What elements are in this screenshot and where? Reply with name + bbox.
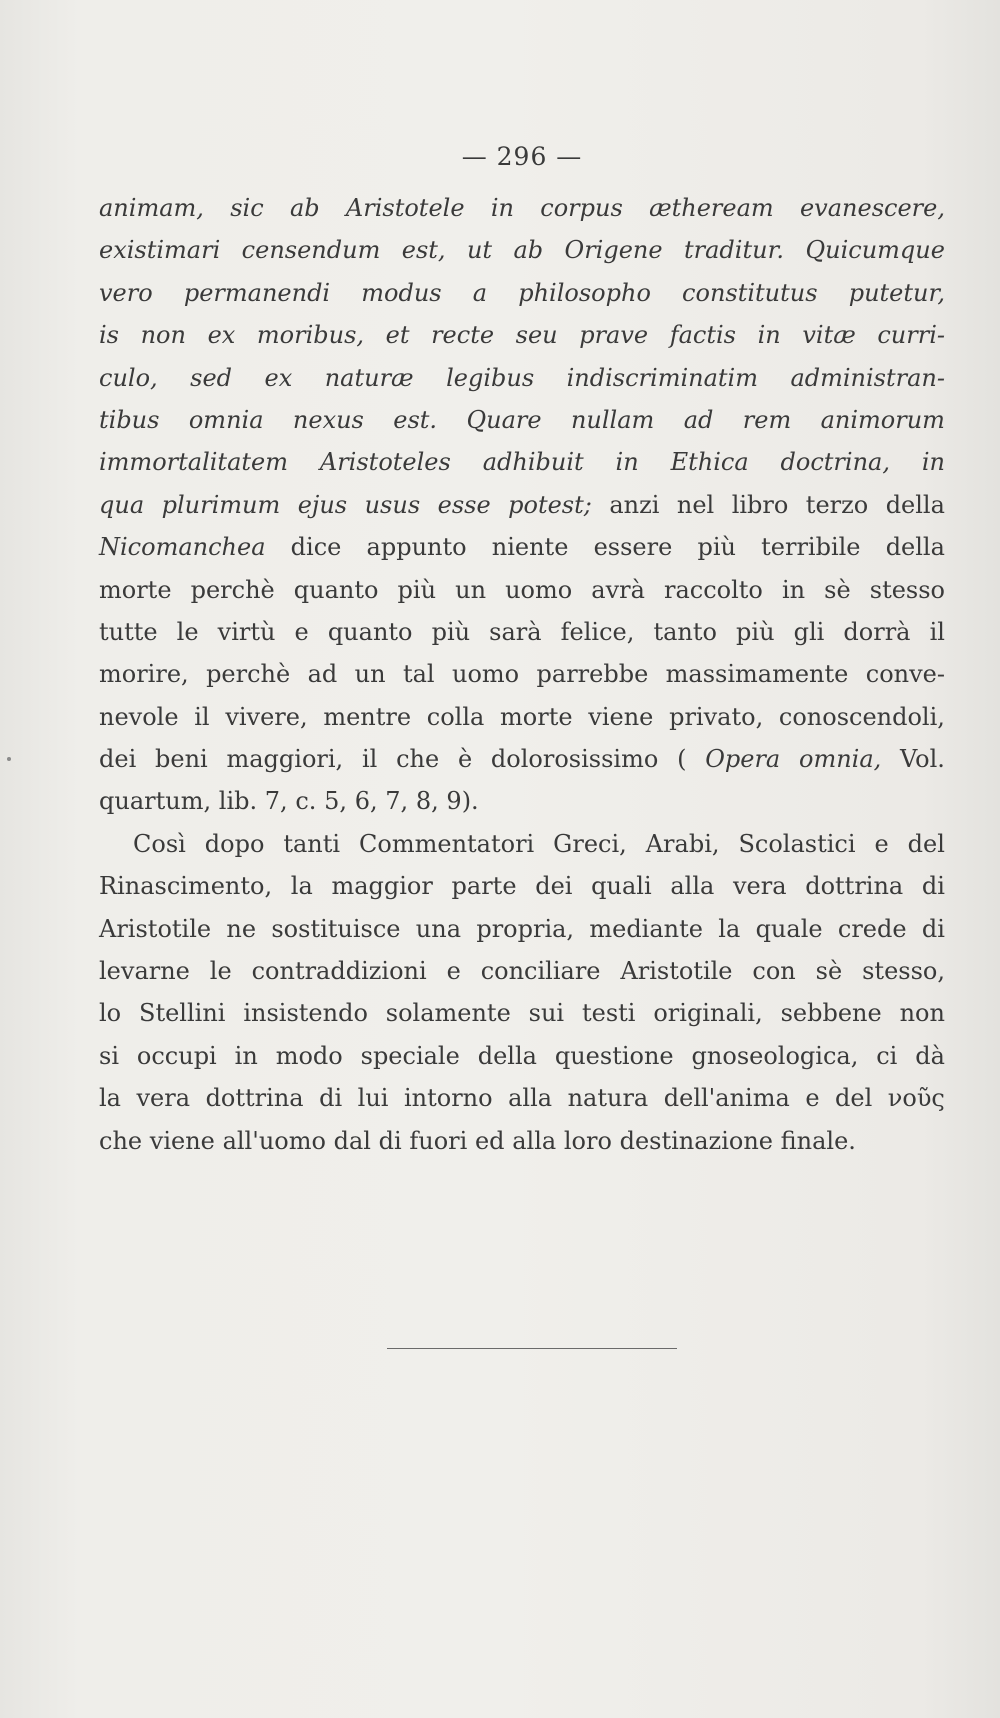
word: crede [837, 914, 907, 943]
word: sebbene [780, 999, 882, 1028]
word: essere [593, 533, 673, 562]
word: e [294, 617, 309, 646]
word: c. [295, 787, 317, 816]
word: alla [670, 872, 715, 901]
text-line [99, 745, 945, 787]
word: in [921, 448, 945, 477]
word: vera [732, 872, 787, 901]
word: tanto [653, 617, 717, 646]
word: est, [401, 236, 446, 265]
word: vero [99, 278, 153, 307]
word: che [396, 745, 440, 774]
word: morte [99, 575, 172, 604]
word: insistendo [243, 999, 368, 1028]
word: perchè [190, 575, 275, 604]
word: in [615, 448, 639, 477]
word: Opera [705, 745, 781, 774]
word: ( [677, 745, 687, 774]
text-line [99, 830, 945, 872]
word: est. [393, 405, 438, 434]
word: ed [474, 1126, 505, 1155]
word: stesso [869, 575, 945, 604]
word: più [736, 617, 775, 646]
word: dice [290, 533, 342, 562]
word: niente [491, 533, 569, 562]
word: evanescere, [799, 194, 945, 222]
word: e [874, 829, 889, 858]
word: sostituisce [271, 914, 401, 943]
word: prave [579, 321, 649, 350]
word: esse [437, 490, 491, 519]
word: omnia [188, 405, 264, 434]
word: moribus, [256, 321, 365, 350]
body-text [99, 194, 945, 1169]
word: dei [535, 872, 573, 901]
word: uomo [505, 575, 573, 604]
word: all'uomo [222, 1126, 326, 1155]
word: testi [581, 999, 636, 1028]
word: mentre [323, 702, 412, 731]
word: solamente [385, 999, 511, 1028]
word: modus [361, 278, 442, 307]
word: ci [876, 1041, 898, 1070]
word: naturæ [324, 363, 414, 392]
word: di [921, 914, 945, 943]
word: sui [528, 999, 565, 1028]
word: alla [512, 1126, 557, 1155]
word: quanto [327, 617, 413, 646]
word: nullam [570, 405, 655, 434]
word: legibus [446, 363, 535, 392]
word: Origene [564, 236, 663, 265]
word: in [234, 1041, 258, 1070]
word: dolorosissimo [490, 745, 659, 774]
word: viene [149, 1126, 215, 1155]
word: Aristotile [99, 914, 212, 943]
word: qua [99, 490, 145, 519]
word: la [290, 872, 313, 901]
word: stesso, [862, 957, 945, 986]
word: dottrina [805, 872, 904, 901]
word: censendum [241, 236, 381, 265]
word: vitæ [802, 321, 856, 350]
word: di [378, 1126, 402, 1155]
text-line [99, 1127, 945, 1169]
word: le [176, 617, 199, 646]
word: beni [155, 745, 208, 774]
word: nexus [292, 405, 364, 434]
word: animam, [99, 194, 204, 222]
word: Rinascimento, [99, 872, 273, 901]
word: levarne [99, 957, 190, 986]
text-line [99, 787, 945, 829]
word: philosopho [518, 278, 651, 307]
text-line [99, 406, 945, 448]
word: con [752, 957, 796, 986]
word: 7, [385, 787, 409, 816]
text-line [99, 364, 945, 406]
word: quanto [293, 575, 379, 604]
word: sarà [489, 617, 542, 646]
text-line [99, 321, 945, 363]
word: tal [402, 660, 435, 689]
word: vivere, [225, 702, 308, 731]
word: gnoseologica, [691, 1041, 859, 1070]
word: Aristoteles [319, 448, 451, 477]
word: morte [500, 702, 573, 731]
word: sè [815, 957, 843, 986]
word: uomo [452, 660, 520, 689]
closing-rule [387, 1348, 677, 1349]
word: alla [508, 1084, 553, 1113]
word: factis [669, 321, 736, 350]
word: gli [793, 617, 825, 646]
word: non [140, 321, 186, 350]
word: Greci, [553, 829, 627, 858]
word: le [209, 957, 232, 986]
word: plurimum [161, 490, 281, 519]
word: Stellini [139, 999, 226, 1028]
word: adhibuit [482, 448, 584, 477]
word: il [194, 702, 210, 731]
word: natura [567, 1084, 649, 1113]
word: avrà [591, 575, 645, 604]
word: ætheream [649, 194, 774, 222]
word: terzo [805, 490, 869, 519]
word: ad [307, 660, 338, 689]
word: usus [364, 490, 421, 519]
text-line [99, 703, 945, 745]
word: il [929, 617, 945, 646]
margin-speck [7, 757, 11, 761]
word: maggior [331, 872, 433, 901]
word: tutte [99, 617, 158, 646]
word: la [99, 1084, 121, 1113]
word: lui [357, 1084, 389, 1113]
word: potest; [508, 490, 592, 519]
word: dell'anima [663, 1084, 790, 1113]
word: et [385, 321, 410, 350]
word: non [899, 999, 945, 1028]
word: 8, [415, 787, 439, 816]
word: virtù [217, 617, 276, 646]
word: corpus [540, 194, 623, 222]
word: conciliare [480, 957, 601, 986]
word: morire, [99, 660, 189, 689]
word: ex [207, 321, 236, 350]
word: dorrà [843, 617, 911, 646]
word: mediante [589, 914, 703, 943]
word: quale [755, 914, 823, 943]
word: e [446, 957, 461, 986]
text-line [99, 872, 945, 914]
word: parte [451, 872, 517, 901]
page-number: — 296 — [461, 142, 583, 171]
word: della [885, 533, 945, 562]
word: la [718, 914, 741, 943]
word: 7, [264, 787, 288, 816]
word: constitutus [682, 278, 818, 307]
word: privato, [669, 702, 764, 731]
word: anzi [609, 490, 660, 519]
word: administran- [790, 363, 945, 392]
text-line [99, 1042, 945, 1084]
text-line [99, 491, 945, 533]
word: quali [591, 872, 652, 901]
word: si [99, 1041, 119, 1070]
text-line [99, 915, 945, 957]
word: Così [133, 829, 186, 858]
word: più [697, 533, 736, 562]
word: existimari [99, 236, 221, 265]
word: vera [136, 1084, 191, 1113]
word: ab [289, 194, 320, 222]
word: libro [731, 490, 789, 519]
text-line [99, 660, 945, 702]
word: omnia, [799, 745, 882, 774]
word: dei [99, 745, 137, 774]
word: ad [683, 405, 714, 434]
word: ex [264, 363, 293, 392]
word: permanendi [183, 278, 331, 307]
word: colla [426, 702, 485, 731]
word: quartum, [99, 787, 212, 816]
word: in [490, 194, 514, 222]
word: destinazione [619, 1126, 773, 1155]
text-line [99, 576, 945, 618]
word: Ethica [670, 448, 749, 477]
word: dopo [204, 829, 265, 858]
word: in [757, 321, 781, 350]
word: più [431, 617, 471, 646]
word: indiscriminatim [566, 363, 758, 392]
text-line [99, 1084, 945, 1126]
text-line [99, 279, 945, 321]
word: 9). [446, 787, 479, 816]
word: ne [226, 914, 257, 943]
word: sed [190, 363, 233, 392]
word: è [457, 745, 473, 774]
word: ejus [297, 490, 348, 519]
word: immortalitatem [99, 448, 288, 477]
word: culo, [99, 363, 158, 392]
word: tibus [99, 405, 160, 434]
word: dà [915, 1041, 945, 1070]
text-line [99, 533, 945, 575]
word: un [455, 575, 487, 604]
word: questione [554, 1041, 674, 1070]
word: terribile [761, 533, 861, 562]
word: speciale [360, 1041, 460, 1070]
word: dal [333, 1126, 371, 1155]
word: ut [466, 236, 493, 265]
word: Aristotele [345, 194, 465, 222]
word: tanti [283, 829, 341, 858]
word: fuori [409, 1126, 468, 1155]
word: rem [742, 405, 792, 434]
word: Aristotile [620, 957, 733, 986]
word: nevole [99, 702, 179, 731]
word: originali, [653, 999, 763, 1028]
word: del [907, 829, 945, 858]
word: 6, [354, 787, 378, 816]
word: ab [513, 236, 544, 265]
text-line [99, 618, 945, 660]
word: parrebbe [536, 660, 649, 689]
text-line [99, 236, 945, 278]
word: lo [99, 999, 122, 1028]
word: del [835, 1084, 873, 1113]
word: maggiori, [226, 745, 344, 774]
word: nel [676, 490, 715, 519]
word: della [477, 1041, 537, 1070]
word: loro [563, 1126, 612, 1155]
word: doctrina, [780, 448, 890, 477]
word: felice, [560, 617, 635, 646]
word: animorum [820, 405, 945, 434]
word: νοῦς [887, 1084, 945, 1113]
word: viene [588, 702, 654, 731]
word: della [885, 490, 945, 519]
word: il [361, 745, 378, 774]
word: propria, [476, 914, 575, 943]
word: lib. [218, 787, 258, 816]
word: occupi [136, 1041, 217, 1070]
word: Arabi, [645, 829, 720, 858]
word: conoscendoli, [778, 702, 945, 731]
word: modo [275, 1041, 343, 1070]
word: dottrina [205, 1084, 304, 1113]
word: appunto [366, 533, 467, 562]
word: recte [431, 321, 495, 350]
word: curri- [877, 321, 945, 350]
text-line [99, 194, 945, 236]
word: contraddizioni [251, 957, 427, 986]
word: Scolastici [738, 829, 856, 858]
word: putetur, [848, 278, 945, 307]
word: Commentatori [359, 829, 535, 858]
word: di [319, 1084, 343, 1113]
word: Vol. [900, 745, 945, 774]
word: in [781, 575, 806, 604]
word: una [415, 914, 462, 943]
word: seu [515, 321, 558, 350]
word: Nicomanchea [99, 533, 266, 562]
word: traditur. [684, 236, 785, 265]
word: is [99, 321, 119, 350]
word: a [472, 278, 488, 307]
word: un [354, 660, 386, 689]
word: Quicumque [805, 236, 945, 265]
word: finale. [780, 1126, 856, 1155]
word: Quare [466, 405, 542, 434]
word: raccolto [664, 575, 763, 604]
word: 5, [324, 787, 348, 816]
word: sic [230, 194, 264, 222]
word: più [397, 575, 437, 604]
word: massimamente [665, 660, 849, 689]
word: sè [824, 575, 851, 604]
word: di [921, 872, 945, 901]
text-line [99, 957, 945, 999]
word: conve- [865, 660, 945, 689]
word: perchè [206, 660, 291, 689]
word: intorno [403, 1084, 493, 1113]
word: che [99, 1126, 143, 1155]
text-line [99, 999, 945, 1041]
text-line [99, 448, 945, 490]
word: e [805, 1084, 820, 1113]
